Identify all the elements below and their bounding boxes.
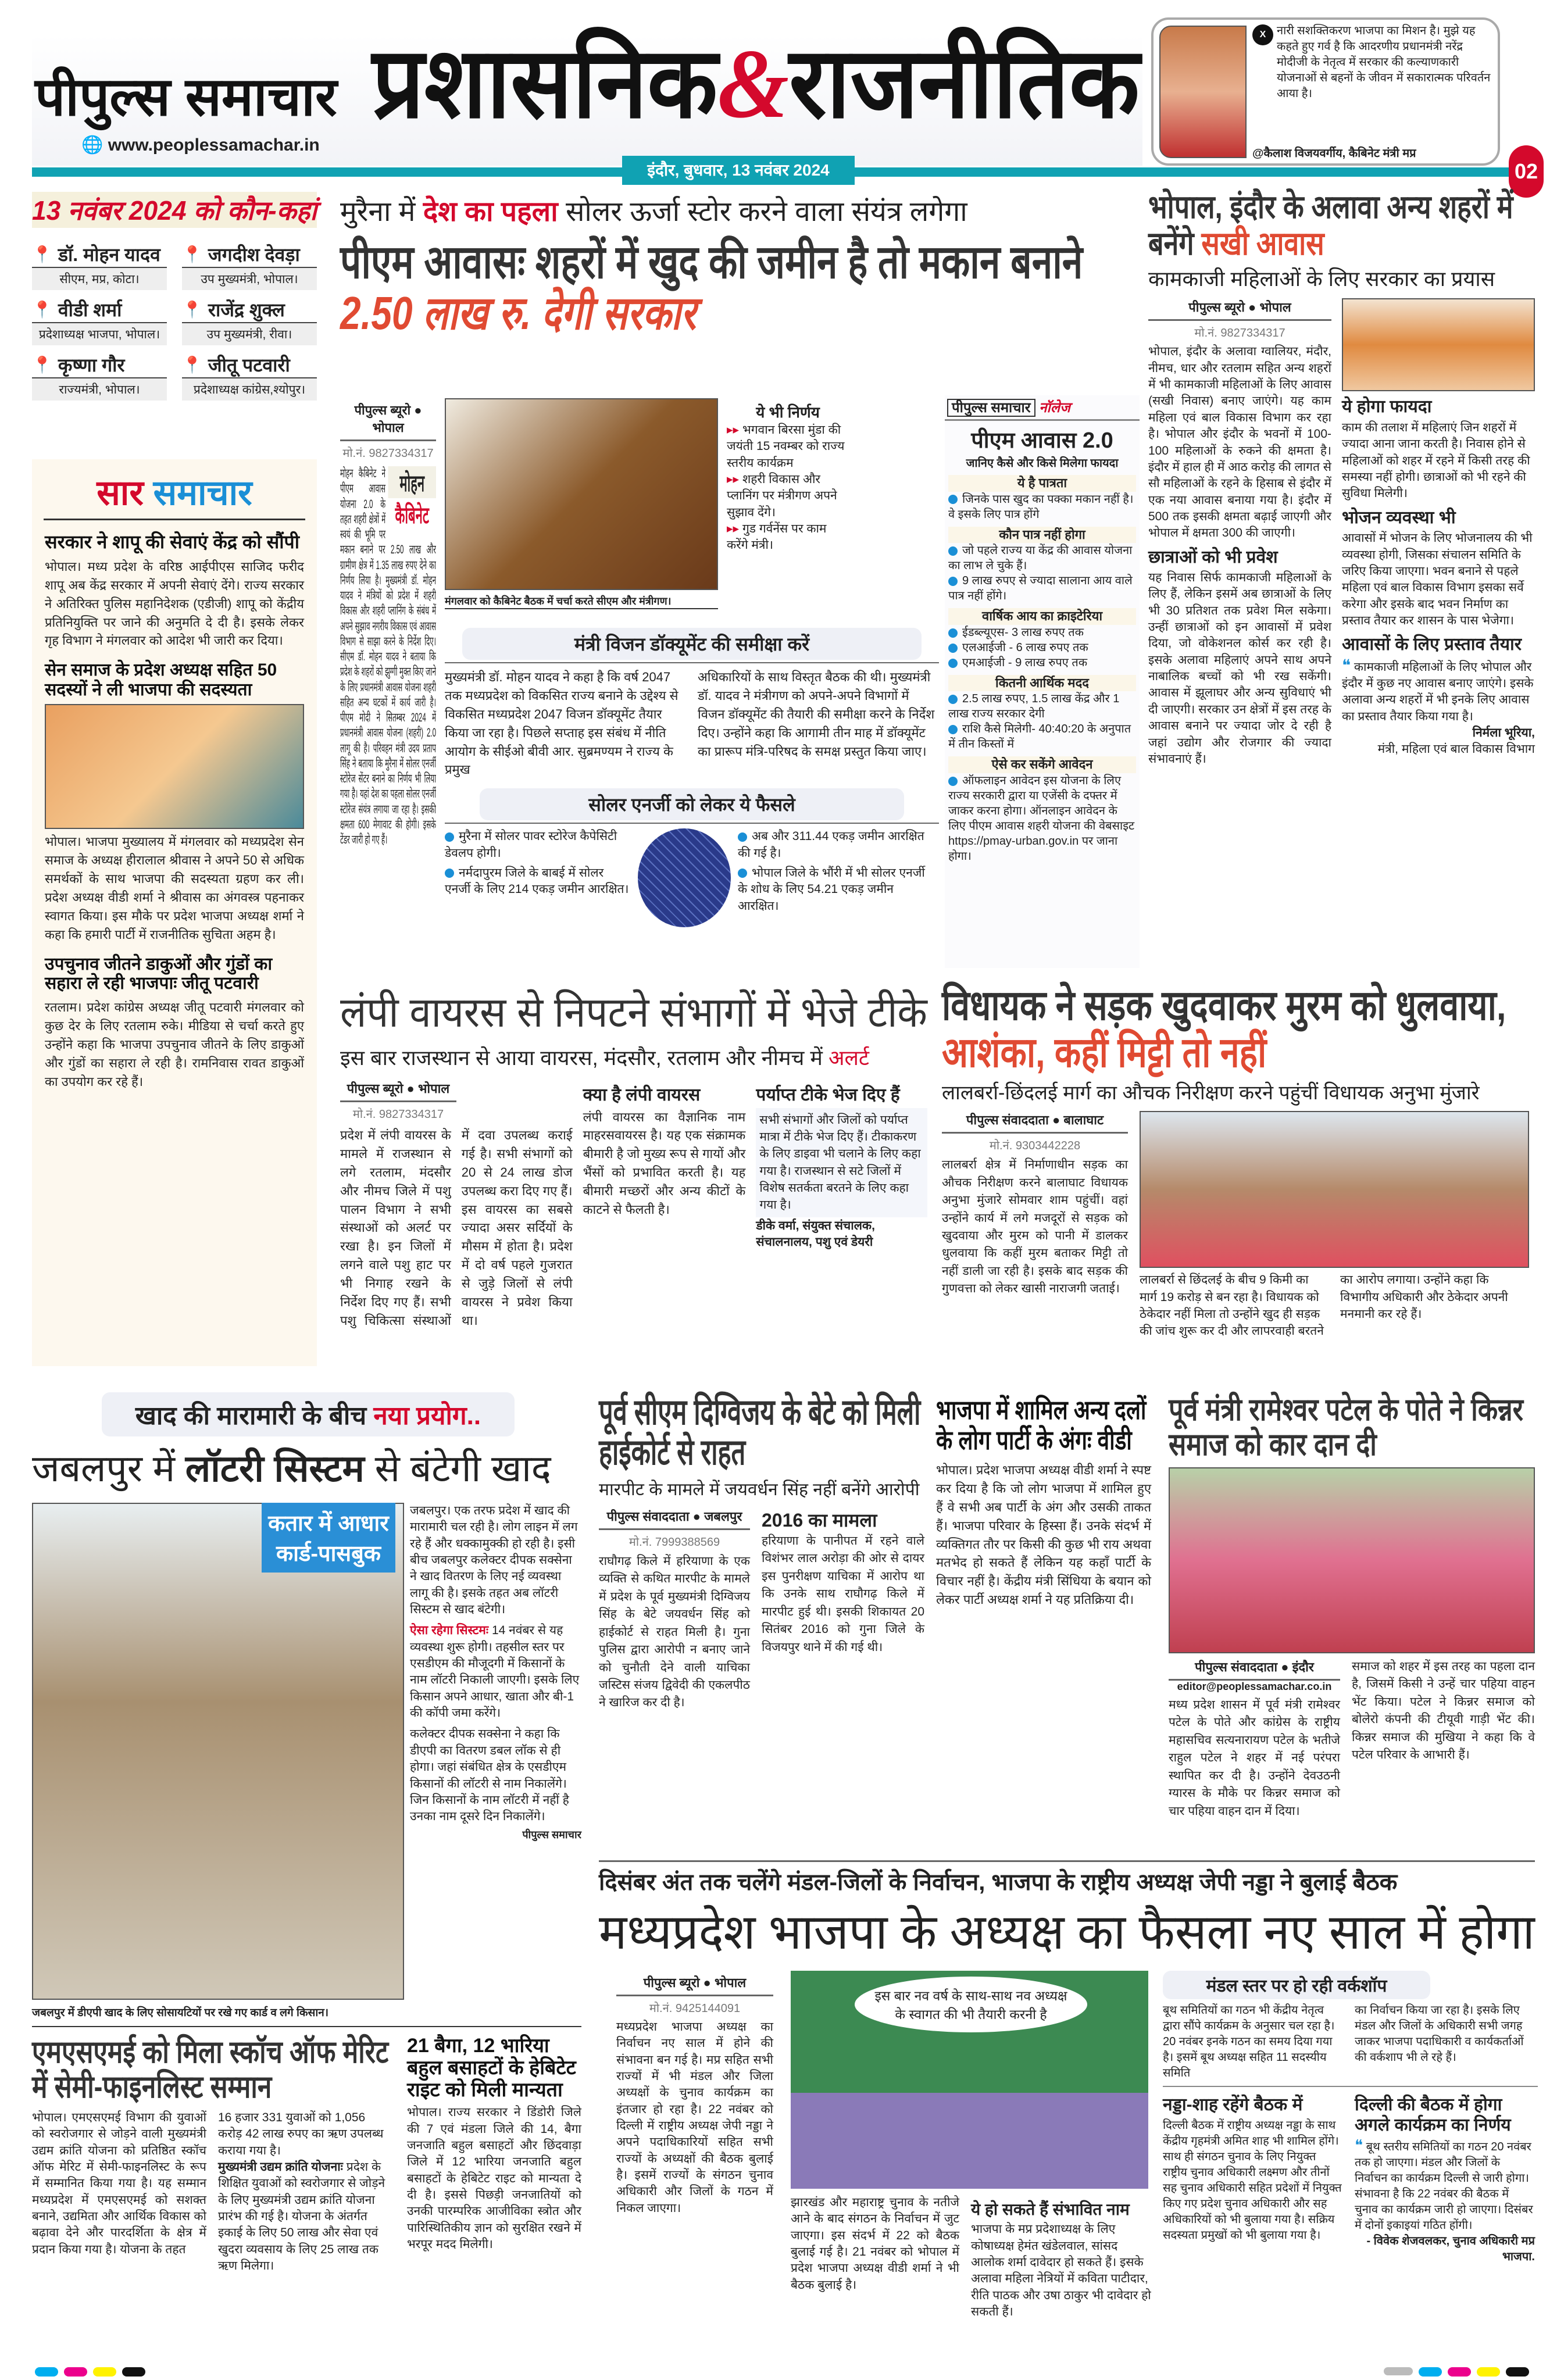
location-pin-icon: 📍 [32,301,52,319]
bullet-icon [948,777,958,786]
cabinet-photo [445,398,718,590]
bullet-icon [948,495,958,504]
photo-caption: जबलपुर में डीएपी खाद के लिए सोसायटियों पर रखे गए कार्ड व लगे किसान। [32,2007,329,2019]
sakhi-body: भोपाल, इंदौर के अलावा ग्वालियर, मंदौर, नीमच, धार और रतलाम सहित अन्य शहरों में भी कामकाजी महिलाओं के लिए आवास (सखी निवास) बनाए जाएंगे। यह काम महिला एवं बाल विकास विभाग कर रहा है। भोपाल और इंदौर के भवनों में 100-100 महिलाओं के रुकने की क्षमता है। इंदौर में हाल ही में आठ करोड़ की लागत से सौ महिलाओं के रहने के हिसाब से इंदौर में एक नया आवास बनाया गया है। इंदौर में 500 तक इसकी क्षमता बढ़ाई जाएगी और भोपाल में क्षमता 300 की जाएगी। [1148,345,1331,540]
kaun-kahan [32,192,317,401]
bullet-icon [738,869,747,878]
double-arrow-icon: ▸▸ [727,522,740,536]
date-badge: इंदौर, बुधवार, 13 नवंबर 2024 [622,156,855,185]
mla-body: लालबर्रा क्षेत्र में निर्माणाधीन सड़क का औचक निरीक्षण करने बालाघाट विधायक अनुभा मुंजारे सोमवार शाम पहुंचीं। वहां उन्होंने कार्य में लगे मजदूरों से सड़क को खुदवाया और मुरम को पानी में डालकर धुलवाया कि कहीं मुरम बताकर मिट्टी तो नहीं डाली जा रही है। इसके बाद सड़क की गुणवत्ता को लेकर खासी नाराजगी जताई। [942,1158,1128,1296]
x-logo-icon: X [1252,24,1273,45]
lumpy-headline: लंपी वायरस से निपटने संभागों में भेजे टीके [340,989,927,1036]
person-entry: 📍 जीतू पटवारी प्रदेशाध्यक्ष कांग्रेस,श्योपुर। [182,352,317,401]
lead-column: पीपुल्स ब्यूरो ● भोपाल मो.नं. 9827334317 मोहन कैबिनेट मोहन कैबिनेट ने पीएम आवास योजना 2.0 के तहत शहरी क्षेत्रों में स्वयं की भूमि पर मकान बनाने पर 2.50 लाख और ग्रामीण क्षेत्र में 1.35 लाख रुपए देने का निर्णय लिया है। मुख्यमंत्री डॉ. मोहन यादव ने मंत्रियों को प्रदेश में शहरी विकास और शहरी प्लानिंग के संबंध में अपने सुझाव नगरीय विकास एवं आवास विभाग से साझा करने के निर्देश दिए। सीएम डॉ. मोहन यादव ने बताया कि प्रदेश के शहरों को झुग्गी मुक्त किए जाने के लिए प्रधानमंत्री आवास योजना शहरी सहित अन्य घटकों में कार्य जारी है। पीएम मोदी ने सितम्बर 2024 में प्रधानमंत्री आवास योजना (शहरी) 2.0 लागू की है। परिवहन मंत्री उदय प्रताप सिंह ने बताया कि मुरैना में सोलर एनर्जी स्टोरेज सेंटर बनाने का निर्णय भी लिया गया है। यहां देश का पहला सोलर एनर्जी स्टोरेज संयंत्र लगाया जा रहा है। इसकी क्षमता 600 मेगावाट की होगी। इसके टेंडर जारी हो गए हैं। [340,401,436,968]
decision-item: ▸▸ गुड गर्वनेंस पर काम करेंगे मंत्री। [727,522,827,552]
speech-bubble: इस बार नव वर्ष के साथ-साथ नव अध्यक्ष के स्वागत की भी तैयारी करनी है [855,1977,1087,2032]
bullet-icon [948,546,958,556]
cartoon [791,1971,1148,2189]
photo-caption: मंगलवार को कैबिनेट बैठक में चर्चा करते सीएम और मंत्रीगण। [445,594,718,609]
person-entry: 📍 जगदीश देवड़ा उप मुख्यमंत्री, भोपाल। [182,242,317,290]
knowledge-item: ईडब्ल्यूएस- 3 लाख रुपए तक [948,625,1136,640]
cartoon-table [791,2093,1148,2189]
quote-portrait [1159,26,1247,158]
vision-body: मुख्यमंत्री डॉ. मोहन यादव ने कहा है कि वर्ष 2047 तक मध्यप्रदेश को विकसित राज्य बनाने के उद्देश्य से विकसित मध्यप्रदेश 2047 विजन डॉक्यूमेंट तैयार किया जा रहा है। पिछले सप्ताह इस संबंध में नीति आयोग के सीईओ बीवी आर. सुब्रमण्यम ने राज्य के प्रमुख [445,670,678,777]
story-body: भोपाल। भाजपा मुख्यालय में मंगलवार को मध्यप्रदेश सेन समाज के अध्यक्ष हीरालाल श्रीवास ने अपने 50 से अधिक समर्थकों के साथ भाजपा की सदस्यता ग्रहण कर ली। प्रदेश अध्यक्ष वीडी शर्मा ने श्रीवास का अंगवस्त्र पहनाकर स्वागत किया। इस मौके पर प्रदेश भाजपा अध्यक्ष शर्मा ने कहा कि हमारी पार्टी में राजनीतिक सुचिता अहम है। [45,834,304,942]
kaun-kahan-title: 13 नवंबर 2024 को कौन-कहां [32,192,317,228]
khaad-kicker: खाद की मारामारी के बीच नया प्रयोग.. [102,1392,515,1436]
solar-panel-image [638,828,731,927]
knowledge-section-head: ये है पात्रता [948,475,1136,492]
bullet-icon [948,577,958,586]
saar-title: सार समाचार [44,467,305,520]
solar-item: मुरैना में सोलर पावर स्टोरेज कैपेसिटी डेवलप होगी। [445,830,617,860]
person-entry: 📍 डॉ. मोहन यादव सीएम, मप्र, कोटा। [32,242,167,290]
msme-story: एमएसएमई को मिला स्कॉच ऑफ मेरिट में सेमी-फाइनलिस्ट सम्मान भोपाल। एमएसएमई विभाग की युवाओं को स्वरोजगार से जोड़ने वाली मुख्यमंत्री उद्यम क्रांति योजना को प्रतिष्ठित स्कॉच ऑफ मेरिट में सेमी-फाइनलिस्ट के रूप में सम्मानित किया गया है। यह सम्मान मध्यप्रदेश में एमएसएमई को सशक्त बनाने, उद्यमिता और आर्थिक विकास को बढ़ावा देने और पारदर्शिता के क्षेत्र में प्रदान किया गया है। योजना के तहत 16 हजार 331 युवाओं को 1,056 करोड़ 42 लाख रुपए का ऋण उपलब्ध कराया गया है। मुख्यमंत्री उद्यम क्रांति योजनाः प्रदेश के शिक्षित युवाओं को स्वरोजगार से जोड़ने के लिए मुख्यमंत्री उद्यम क्रांति योजना प्रारंभ की गई है। योजना के अंतर्गत इकाई के लिए 50 लाख और सेवा एवं खुदरा व्यवसाय के लिए 25 लाख तक ऋण मिलेगा। [32,2035,389,2273]
sakhi-story: भोपाल, इंदौर के अलावा अन्य शहरों में बनेंगे सखी आवास कामकाजी महिलाओं के लिए सरकार का प्रयास पीपुल्स ब्यूरो ● भोपाल मो.नं. 9827334317 भोपाल, इंदौर के अलावा ग्वालियर, मंदौर, नीमच, धार और रतलाम सहित अन्य शहरों में भी कामकाजी महिलाओं के लिए आवास (सखी निवास) बनाए जाएंगे। यह काम महिला एवं बाल विकास विभाग कर रहा है। भोपाल और इंदौर के भवनों में 100-100 महिलाओं के रुकने की क्षमता है। इंदौर में हाल ही में आठ करोड़ की लागत से सौ महिलाओं के रहने के हिसाब से इंदौर में एक नया आवास बनाया गया है। इंदौर में 500 तक इसकी क्षमता बढ़ाई जाएगी और भोपाल में क्षमता 300 की जाएगी। छात्राओं को भी प्रवेश यह निवास सिर्फ कामकाजी महिलाओं के लिए हैं, लेकिन इसमें अब छात्राओं के लिए भी 30 प्रतिशत तक प्रवेश मिल सकेगा। उन्हीं छात्राओं को इन आवासों में प्रवेश दिया, जो वोकेशनल कोर्स कर रही है। इसके अलावा महिलाएं अपने साथ अपने नाबालिक बच्चों को भी रख सकेंगी। आवास में झूलाघर और अन्य सुविधाएं भी दी जाएगी। सरकार उन क्षेत्रों में इस तरह के आवास बनाने पर ज्यादा जोर दे रही है जहां उद्योग और रोजगार की ज्यादा संभावनाएं हैं। ये होगा फायदा काम की तलाश में महिलाएं जिन शहरों में ज्यादा आना जाना करती है। निवास होने से महिलाओं को शहर में रहने में किसी तरह की समस्या नहीं होगी। छात्राओं को भी रहने की सुविधा मिलेगी। भोजन व्यवस्था भी आवासों में भोजन के लिए भोजनालय की भी व्यवस्था होगी, जिसका संचालन समिति के जरिए किया जाएगा। भवन बनाने से पहले महिला एवं बाल विकास विभाग इसका सर्वे करेगा और इसके बाद भवन निर्माण का प्रस्ताव तैयार कर शासन के पास भेजेगा। आवासों के लिए प्रस्ताव तैयार ❝ कामकाजी महिलाओं के लिए भोपाल और इंदौर में कुछ नए आवास बनाए जाएंगे। इसके अलावा अन्य शहरों में भी इनके लिए आवास का प्रस्ताव तैयार किया गया है। निर्मला भूरिया, मंत्री, महिला एवं बाल विकास विभाग [1148,188,1535,766]
baiga-headline: 21 बैगा, 12 भारिया बहुल बसाहटों के हेबिटेट राइट को मिली मान्यता [407,2035,576,2102]
quote-mark-icon: ❝ [1342,656,1351,674]
vision-body: अधिकारियों के साथ विस्तृत बैठक की थी। मुख्यमंत्री डॉ. यादव ने मंत्रीगण को अपने-अपने विभागों में विजन डॉक्यूमेंट की तैयारी की समीक्षा करने के निर्देश दिए। उन्होंने कहा कि आगामी तीन माह में डॉक्यूमेंट का प्रारूप मंत्रि-परिषद के समक्ष प्रस्तुत किया जाए। [698,670,935,759]
knowledge-box: पीपुल्स समाचार नॉलेज पीएम आवास 2.0 जानिए कैसे और किसे मिलेगा फायदा ये है पात्रता जिनके पास खुद का पक्का मकान नहीं है। वे इसके लिए पात्र होंगे कौन पात्र नहीं होगा जो पहले राज्य या केंद्र की आवास योजना का लाभ ले चुके हैं। 9 लाख रुपए से ज्यादा सालाना आय वाले पात्र नहीं होंगे। वार्षिक आय का क्राइटेरिया ईडब्ल्यूएस- 3 लाख रुपए तक एलआईजी - 6 लाख रुपए तक एमआईजी - 9 लाख रुपए तक कितनी आर्थिक मदद 2.5 लाख रुपए, 1.5 लाख केंद्र और 1 लाख राज्य सरकार देगी राशि कैसे मिलेगी- 40:40:20 के अनुपात में तीन किस्तों में ऐसे कर सकेंगे आवेदन ऑफलाइन आवेदन इस योजना के लिए राज्य सरकारी द्वारा या एजेंसी के दफ्तर में जाकर करना होगा। ऑनलाइन आवेदन के लिए पीएम आवास शहरी योजना की वेबसाइट https://pmay-urban.gov.in पर जाना होगा। [945,395,1140,968]
brand-logo: पीपुल्स समाचार [35,67,337,127]
person-entry: 📍 राजेंद्र शुक्ल उप मुख्यमंत्री, रीवा। [182,297,317,345]
digvijay-headline: पूर्व सीएम दिग्विजय के बेटे को मिली हाईकोर्ट से राहत [599,1392,921,1473]
location-pin-icon: 📍 [182,245,202,263]
vision-title: मंत्री विजन डॉक्यूमेंट की समीक्षा करें [462,628,922,660]
bullet-icon [948,644,958,653]
mla-caption: लालबर्रा से छिंदलई के बीच 9 किमी का मार्ग 19 करोड़ से बन रहा है। विधायक को ठेकेदार नहीं मिला तो उन्होंने खुद ही सड़क की जांच शुरू कर दी और लापरवाही बरतने का आरोप लगाया। उन्होंने कहा कि विभागीय अधिकारी और ठेकेदार अपनी मनमानी कर रहे हैं। [1140,1273,1508,1338]
solar-item: नर्मदापुरम जिले के बाबई में सोलर एनर्जी के लिए 214 एकड़ जमीन आरक्षित। [445,866,629,896]
bullet-icon [445,832,454,842]
knowledge-item: 2.5 लाख रुपए, 1.5 लाख केंद्र और 1 लाख राज्य सरकार देगी [948,692,1120,721]
decision-item: ▸▸ भगवान बिरसा मुंडा की जयंती 15 नवम्बर को राज्य स्तरीय कार्यक्रम [727,423,845,470]
quote-author: @कैलाश विजयवर्गीय, कैबिनेट मंत्री मप्र [1252,147,1416,160]
decision-item: ▸▸ शहरी विकास और प्लानिंग पर मंत्रीगण अपने सुझाव देंगे। [727,473,837,519]
bjp-kicker: दिसंबर अंत तक चलेंगे मंडल-जिलों के निर्वाचन, भाजपा के राष्ट्रीय अध्यक्ष जेपी नड्डा ने बुलाई बैठक [599,1870,1398,1895]
lumpy-story: लंपी वायरस से निपटने संभागों में भेजे टीके इस बार राजस्थान से आया वायरस, मंदसौर, रतलाम और नीमच में अलर्ट पीपुल्स ब्यूरो ● भोपाल मो.नं. 9827334317 प्रदेश में लंपी वायरस के मामले में राजस्थान से लगे रतलाम, मंदसौर और नीमच जिले में पशु पालन विभाग ने सभी संस्थाओं को अलर्ट पर रखा है। इन जिलों में लगने वाले पशु हाट पर भी निगाह रखने के निर्देश दिए गए हैं। सभी पशु चिकित्सा संस्थाओं में दवा उपलब्ध कराई गई है। सभी संभागों को 20 से 24 लाख डोज उपलब्ध करा दिए गए हैं। इस वायरस का सबसे ज्यादा असर सर्दियों के मौसम में होता है। प्रदेश में दो वर्ष पहले गुजरात से जुड़े जिलों से लंपी वायरस ने प्रवेश किया था। क्या है लंपी वायरस लंपी वायरस का वैज्ञानिक नाम माहरसवायरस है। यह एक संक्रामक बीमारी है जो मुख्य रूप से गायों और भैंसों को प्रभावित करती है। यह बीमारी मच्छरों और अन्य कीटों के काटने से फैलती है। पर्याप्त टीके भेज दिए हैं सभी संभागों और जिलों को पर्याप्त मात्रा में टीके भेज दिए हैं। टीकाकरण के लिए डाइवा भी चलाने के लिए कहा गया है। राजस्थान से सटे जिलों में विशेष सतर्कता बरतने के लिए कहा गया है। डीके वर्मा, संयुक्त संचालक, संचालनालय, पशु एवं डेयरी [340,982,927,1330]
knowledge-item: राशि कैसे मिलेगी- 40:40:20 के अनुपात में तीन किस्तों में [948,723,1131,751]
lead-body: मोहन कैबिनेट ने पीएम आवास योजना 2.0 के तहत शहरी क्षेत्रों में स्वयं की भूमि पर मकान बनाने पर 2.50 लाख और ग्रामीण क्षेत्र में 1.35 लाख रुपए देने का निर्णय लिया है। मुख्यमंत्री डॉ. मोहन यादव ने मंत्रियों को प्रदेश में शहरी विकास और शहरी प्लानिंग के संबंध में अपने सुझाव नगरीय विकास एवं आवास विभाग से साझा करने के निर्देश दिए। सीएम डॉ. मोहन यादव ने बताया कि प्रदेश के शहरों को झुग्गी मुक्त किए जाने के लिए प्रधानमंत्री आवास योजना शहरी सहित अन्य घटकों में कार्य जारी है। पीएम मोदी ने सितम्बर 2024 में प्रधानमंत्री आवास योजना (शहरी) 2.0 लागू की है। परिवहन मंत्री उदय प्रताप सिंह ने बताया कि मुरैना में सोलर एनर्जी स्टोरेज सेंटर बनाने का निर्णय भी लिया गया है। यहां देश का पहला सोलर एनर्जी स्टोरेज संयंत्र लगाया जा रहा है। इसकी क्षमता 600 मेगावाट की होगी। इसके टेंडर जारी हो गए हैं। [340,467,436,846]
vision-section [445,628,939,927]
quote-mark-icon: ❝ [1355,2136,1363,2154]
kinnar-car-photo [1169,1467,1535,1653]
story-body: भोपाल। मध्य प्रदेश के वरिष्ठ आईपीएस साजिद फरीद शापू अब केंद्र सरकार में अपनी सेवाएं देंगे। राज्य सरकार ने अतिरिक्त पुलिस महानिदेशक (एडीजी) शापू को केंद्रीय प्रतिनियुक्ति पर जाने की अनुमति दे दी है। इसके लेकर गृह विभाग ने मंगलवार को आदेश भी जारी कर दिया। [45,559,304,648]
lumpy-deck: इस बार राजस्थान से आया वायरस, मंदसौर, रतलाम और नीमच में अलर्ट [340,1046,869,1070]
quote-text: नारी सशक्तिकरण भाजपा का मिशन है। मुझे यह कहते हुए गर्व है कि आदरणीय प्रधानमंत्री नरेंद्र मोदीजी के नेतृत्व में सरकार की कल्याणकारी योजनाओं से बहनों के जीवन में सकारात्मक परिवर्तन आया है। [1277,24,1491,100]
bullet-icon [738,832,747,842]
solar-title: सोलर एनर्जी को लेकर ये फैसले [480,788,904,820]
website-link[interactable]: 🌐 www.peoplessamachar.in [81,135,320,155]
bullet-icon [445,869,454,878]
story-headline: उपचुनाव जीतने डाकुओं और गुंडों का सहारा ले रही भाजपाः जीतू पटवारी [45,954,273,994]
email-link[interactable]: editor@peoplessamachar.co.in [1177,1680,1332,1692]
house-in-hands-image [1342,298,1535,391]
photo-tag: कतार में आधार कार्ड-पासबुक [262,1503,395,1573]
bullet-icon [948,725,958,734]
mla-headline: विधायक ने सड़क खुदवाकर मुरम को धुलवाया, आशंका, कहीं मिट्टी तो नहीं [942,982,1506,1076]
vd-story: भाजपा में शामिल अन्य दलों के लोग पार्टी के अंगः वीडी भोपाल। प्रदेश भाजपा अध्यक्ष वीडी शर्मा ने स्पष्ट कर दिया है कि जो लोग भाजपा में शामिल हुए हैं वे सभी अब पार्टी के अंग और उसकी ताकत हैं। भाजपा परिवार के हिस्सा हैं। उनके संदर्भ में व्यक्तिगत तौर पर किसी की कुछ भी राय अथवा मतभेद हो सकते हैं लेकिन यह कहाँ पार्टी के विचार नहीं है। केंद्रीय मंत्री सिंधिया के बयान को लेकर पार्टी अध्यक्ष शर्मा ने यह प्रतिक्रिया दी। [936,1395,1151,1607]
sakhi-headline: भोपाल, इंदौर के अलावा अन्य शहरों में बनेंगे सखी आवास [1148,188,1513,262]
knowledge-item: एमआईजी - 9 लाख रुपए तक [948,655,1136,670]
knowledge-section-head: कौन पात्र नहीं होगा [948,527,1136,544]
knowledge-item: जो पहले राज्य या केंद्र की आवास योजना का लाभ ले चुके हैं। [948,544,1133,573]
bjp-sidebar: मंडल स्तर पर हो रही वर्कशॉप बूथ समितियों का गठन भी केंद्रीय नेतृत्व द्वारा सौंपे कार्यक्रम के अनुसार चल रहा है। 20 नवंबर इनके गठन का समय दिया गया है। इसमें बूथ अध्यक्ष सहित 11 सदस्यीय समिति का निर्वाचन किया जा रहा है। इसके लिए मंडल और जिलों के अधिकारी सभी जगह जाकर भाजपा पदाधिकारी व कार्यकर्ताओं की वर्कशाप भी ले रहे हैं। नड्डा-शाह रहेंगे बैठक में दिल्ली बैठक में राष्ट्रीय अध्यक्ष नड्डा के साथ केंद्रीय गृहमंत्री अमित शाह भी शामिल होंगे। साथ ही संगठन चुनाव के लिए नियुक्त राष्ट्रीय चुनाव अधिकारी लक्ष्मण और तीनों सह चुनाव अधिकारी सहित प्रदेशों में नियुक्त किए गए प्रदेश चुनाव अधिकारी और सह अधिकारियों को भी बुलाया गया है। सक्रिय सदस्यता प्रमुखों को भी बुलाया गया है। दिल्ली की बैठक में होगा अगले कार्यक्रम का निर्णय ❝ बूथ स्तरीय समितियों का गठन 20 नवंबर तक हो जाएगा। मंडल और जिलों के निर्वाचन का कार्यक्रम दिल्ली से जारी होगा। संभावना है कि 22 नवंबर की बैठक में चुनाव का कार्यक्रम जारी हो जाएगा। दिसंबर में दोनों इकाइयां गठित होंगी। - विवेक शेजवलकर, चुनाव अधिकारी मप्र भाजपा. [1163,1971,1538,2265]
bullet-icon [948,628,958,638]
location-pin-icon: 📍 [182,356,202,374]
khaad-headline: जबलपुर में लॉटरी सिस्टम से बंटेगी खाद [32,1448,551,1489]
baiga-story: 21 बैगा, 12 भारिया बहुल बसाहटों के हेबिटेट राइट को मिली मान्यता भोपाल। राज्य सरकार ने डिंडोरी जिले की 7 एवं मंडला जिले की 14, बैगा जनजाति बहुल बसाहटों और छिंदवाड़ा जिले में 12 भारिया जनजाति बहुल बसाहटों के हेबिटेट राइट को मान्यता दे दी है। इससे पिछड़ी जनजातियों को उनकी पारम्परिक आजीविका स्त्रोत और पारिस्थितिकीय ज्ञान को सुरक्षित रखने में भरपूर मदद मिलेगी। [407,2035,581,2251]
story-headline: सेन समाज के प्रदेश अध्यक्ष सहित 50 सदस्यों ने ली भाजपा की सदस्यता [45,660,277,699]
bjp-membership-photo [45,704,304,829]
khaad-queue-photo [32,1503,404,2000]
lead-headline: पीएम आवासः शहरों में खुद की जमीन है तो मकान बनाने 2.50 लाख रु. देगी सरकार [340,236,1083,339]
knowledge-section-head: वार्षिक आय का क्राइटेरिया [948,608,1136,625]
bjp-headline: मध्यप्रदेश भाजपा के अध्यक्ष का फैसला नए साल में होगा [599,1904,1535,1959]
digvijay-deck: मारपीट के मामले में जयवर्धन सिंह नहीं बनेंगे आरोपी [599,1480,920,1499]
cabinet-tag: मोहन कैबिनेट [388,466,437,530]
bullet-icon [948,659,958,668]
solar-item: अब और 311.44 एकड़ जमीन आरक्षित की गई है। [738,830,924,860]
mla-story: विधायक ने सड़क खुदवाकर मुरम को धुलवाया, आशंका, कहीं मिट्टी तो नहीं लालबर्रा-छिंदलई मार्ग का औचक निरीक्षण करने पहुंचीं विधायक अनुभा मुंजारे पीपुल्स संवाददाता ● बालाघाट मो.नं. 9303442228 लालबर्रा क्षेत्र में निर्माणाधीन सड़क का औचक निरीक्षण करने बालाघाट विधायक अनुभा मुंजारे सोमवार शाम पहुंचीं। वहां उन्होंने कार्य में लगे मजदूरों से सड़क को खुदवाया और मुरम को पानी में डालकर धुलवाया कि कहीं मुरम बताकर मिट्टी तो नहीं डाली जा रही है। इसके बाद सड़क की गुणवत्ता को लेकर खासी नाराजगी जताई। लालबर्रा से छिंदलई के बीच 9 किमी का मार्ग 19 करोड़ से बन रहा है। विधायक को ठेकेदार नहीं मिला तो उन्होंने खुद ही सड़क की जांच शुरू कर दी और लापरवाही बरतने का आरोप लगाया। उन्होंने कहा कि विभागीय अधिकारी और ठेकेदार अपनी मनमानी कर रहे हैं। [942,982,1541,1340]
globe-icon: 🌐 [81,135,108,155]
vd-headline: भाजपा में शामिल अन्य दलों के लोग पार्टी के अंगः वीडी [936,1395,1147,1455]
saar-samachar [32,459,317,1366]
digvijay-story: पूर्व सीएम दिग्विजय के बेटे को मिली हाईकोर्ट से राहत मारपीट के मामले में जयवर्धन सिंह नहीं बनेंगे आरोपी पीपुल्स संवाददाता ● जबलपुर मो.नं. 7999388569 राघौगढ़ किले में हरियाणा के एक व्यक्ति से कथित मारपीट के मामले में प्रदेश के पूर्व मुख्यमंत्री दिग्विजय सिंह के बेटे जयवर्धन सिंह को हाईकोर्ट से राहत मिली है। गुना पुलिस द्वारा आरोपी न बनाए जाने को चुनौती देने वाली याचिका जस्टिस संजय द्विवेदी की एकलपीठ ने खारिज कर दी है। 2016 का मामला हरियाणा के पानीपत में रहने वाले विशंभर लाल अरोड़ा की ओर से दायर इस पुनरीक्षण याचिका में आरोप था कि उनके साथ राघौगढ़ किले में मारपीट हुई थी। इसकी शिकायत 20 सितंबर 2016 को गुना जिले के विजयपुर थाने में की गई थी। [599,1392,924,1710]
color-registration-marks [35,2367,145,2377]
double-arrow-icon: ▸▸ [727,423,740,437]
color-registration-marks [1384,2367,1529,2377]
section-title: प्रशासनिक&राजनीतिक [372,28,1140,138]
msme-headline: एमएसएमई को मिला स्कॉच ऑफ मेरिट में सेमी-फाइनलिस्ट सम्मान [32,2035,389,2105]
lumpy-body: प्रदेश में लंपी वायरस के मामले में राजस्थान से लगे रतलाम, मंदसौर और नीमच जिले में पशु पालन विभाग ने सभी संस्थाओं को अलर्ट पर रखा है। इन जिलों में लगने वाले पशु हाट पर भी निगाह रखने के निर्देश दिए गए हैं। सभी पशु चिकित्सा संस्थाओं में दवा उपलब्ध कराई गई है। सभी संभागों को 20 से 24 लाख डोज उपलब्ध करा दिए गए हैं। इस वायरस का सबसे ज्यादा असर सर्दियों के मौसम में होता है। प्रदेश में दो वर्ष पहले गुजरात से जुड़े जिलों से लंपी वायरस ने प्रवेश किया था। [340,1128,573,1328]
also-decisions: ये भी निर्णय ▸▸ भगवान बिरसा मुंडा की जयंती 15 नवम्बर को राज्य स्तरीय कार्यक्रम ▸▸ शहरी विकास और प्लानिंग पर मंत्रीगण अपने सुझाव देंगे। ▸▸ गुड गर्वनेंस पर काम करेंगे मंत्री। [727,401,849,554]
location-pin-icon: 📍 [182,301,202,319]
lead-kicker: मुरैना में देश का पहला सोलर ऊर्जा स्टोर करने वाला संयंत्र लगेगा [340,196,967,227]
knowledge-section-head: ऐसे कर सकेंगे आवेदन [948,756,1136,773]
mla-deck: लालबर्रा-छिंदलई मार्ग का औचक निरीक्षण करने पहुंचीं विधायक अनुभा मुंजारे [942,1082,1480,1105]
story-headline: सरकार ने शापू की सेवाएं केंद्र को सौंपी [45,531,299,552]
location-pin-icon: 📍 [32,245,52,263]
kinnar-headline: पूर्व मंत्री रामेश्वर पटेल के पोते ने किन्नर समाज को कार दान दी [1169,1392,1523,1463]
lead-header [340,192,1131,339]
location-pin-icon: 📍 [32,356,52,374]
knowledge-item: 9 लाख रुपए से ज्यादा सालाना आय वाले पात्र नहीं होंगे। [948,574,1133,603]
story-body: रतलाम। प्रदेश कांग्रेस अध्यक्ष जीतू पटवारी मंगलवार को कुछ देर के लिए रतलाम रुके। मीडिया से चर्चा करते हुए उन्होंने कहा कि भाजपा उपचुनाव जीतने के लिए डाकुओं और गुंडों का सहारा ले रही है। रामनिवास रावत डाकुओं का उपयोग कर रहे हैं। [45,1000,304,1089]
workshop-title: मंडल स्तर पर हो रही वर्कशॉप [1163,1971,1430,1999]
person-entry: 📍 कृष्णा गौर राज्यमंत्री, भोपाल। [32,352,167,401]
sakhi-deck: कामकाजी महिलाओं के लिए सरकार का प्रयास [1148,267,1495,291]
bullet-icon [948,695,958,704]
person-entry: 📍 वीडी शर्मा प्रदेशाध्यक्ष भाजपा, भोपाल। [32,297,167,345]
kinnar-story: पूर्व मंत्री रामेश्वर पटेल के पोते ने किन्नर समाज को कार दान दी पीपुल्स संवाददाता ● इंदौर editor@peoplessamachar.co.in मध्य प्रदेश शासन में पूर्व मंत्री रामेश्वर पटेल के पोते और कांग्रेस के राष्ट्रीय महासचिव सत्यनारायण पटेल के भतीजे राहुल पटेल ने शहर में नई परंपरा स्थापित कर दी है। उन्होंने देवउठनी ग्यारस के मौके पर किन्नर समाज को चार पहिया वाहन दान में दिया। समाज को शहर में इस तरह का पहला दान है, जिसमें किसी ने उन्हें चार पहिया वाहन भेंट किया। पटेल ने किन्नर समाज को बोलेरो कंपनी की टीयूवी गाड़ी भेंट की। किन्नर समाज की मुखिया ने कहा कि वे पटेल परिवार के आभारी हैं। [1169,1392,1535,1818]
knowledge-item: एलआईजी - 6 लाख रुपए तक [948,640,1136,655]
solar-item: भोपाल जिले के भौंरी में भी सोलर एनर्जी के शोध के लिए 54.21 एकड़ जमीन आरक्षित। [738,866,925,913]
knowledge-section-head: कितनी आर्थिक मदद [948,675,1136,692]
khaad-body: जबलपुर। एक तरफ प्रदेश में खाद की मारामारी चल रही है। लोग लाइन में लग रहे हैं और धक्कामुक्की हो रही है। इसी बीच जबलपुर कलेक्टर दीपक सक्सेना ने खाद वितरण के लिए नई व्यवस्था लागू की है। इसके तहत अब लॉटरी सिस्टम से खाद बंटेगी। [410,1504,578,1617]
double-arrow-icon: ▸▸ [727,473,740,487]
mla-inspection-photo [1140,1111,1529,1268]
quote-box [1151,17,1500,166]
knowledge-item: ऑफलाइन आवेदन इस योजना के लिए राज्य सरकारी द्वारा या एजेंसी के दफ्तर में जाकर करना होगा। ऑनलाइन आवेदन के लिए पीएम आवास शहरी योजना की वेबसाइट https://pmay-urban.gov.in पर जाना होगा। [948,774,1135,863]
knowledge-item: जिनके पास खुद का पक्का मकान नहीं है। वे इसके लिए पात्र होंगे [948,492,1134,521]
page-number: 02 [1509,145,1544,198]
